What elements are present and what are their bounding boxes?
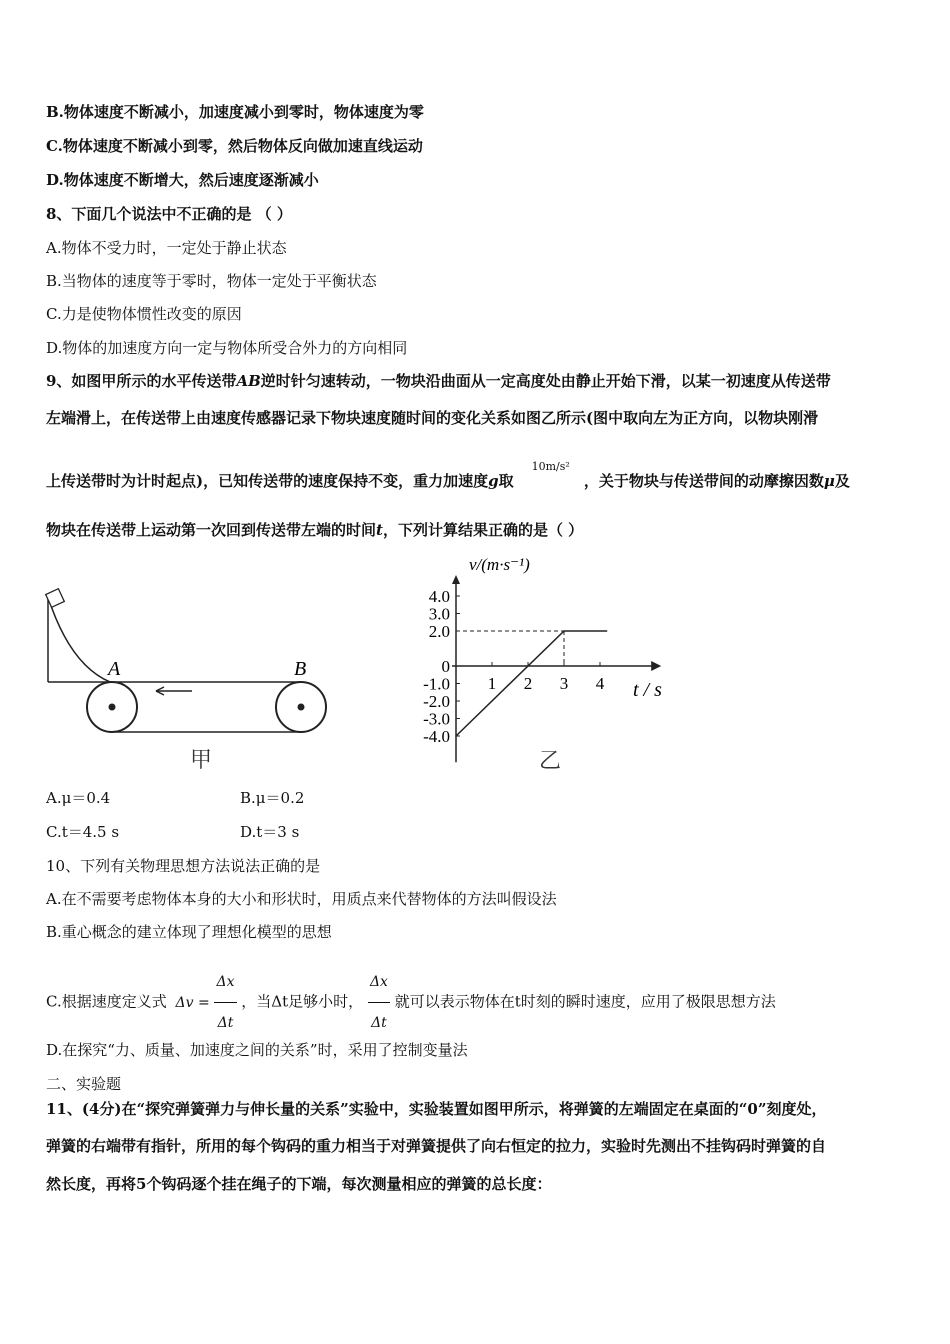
q10-option-b: B.重心概念的建立体现了理想化模型的思想	[46, 923, 332, 941]
y-axis-label: v/(m·s⁻¹)	[469, 555, 530, 574]
x-tick-label: 2	[523, 674, 533, 693]
fraction-dx-dt-2: $\frac{\Delta x}{\Delta t}$	[368, 962, 390, 1043]
label-b: B	[294, 658, 307, 680]
label-a: A	[108, 658, 121, 680]
figure-jia-conveyor	[40, 585, 340, 775]
y-tick-label: -2.0	[423, 692, 450, 711]
x-axis-label: t / s	[633, 679, 662, 701]
x-tick-label: 1	[487, 674, 497, 693]
question-9-line1: 9、如图甲所示的水平传送带AB逆时针匀速转动，一物块沿曲面从一定高度处由静止开始下滑，以某一初速度从传送带	[46, 372, 831, 390]
q10-option-a: A.在不需要考虑物体本身的大小和形状时，用质点来代替物体的方法叫假设法	[46, 890, 557, 908]
pulley-left-axle	[109, 704, 116, 711]
q9-option-c: C.t＝4.5 s	[46, 823, 120, 841]
option-c-prev: C.物体速度不断减小到零，然后物体反向做加速直线运动	[46, 137, 423, 155]
q10-option-d: D.在探究“力、质量、加速度之间的关系”时，采用了控制变量法	[46, 1041, 468, 1059]
y-axis-arrow	[452, 575, 460, 584]
y-tick-label: -4.0	[423, 727, 450, 746]
question-9-line2: 左端滑上，在传送带上由速度传感器记录下物块速度随时间的变化关系如图乙所示(图中取向左为正方向，以物块刚滑	[46, 409, 819, 427]
q8-option-b: B.当物体的速度等于零时，物体一定处于平衡状态	[46, 272, 377, 290]
q9-option-b: B.μ＝0.2	[240, 789, 305, 807]
q9-option-d: D.t＝3 s	[240, 823, 300, 841]
fraction-dx-dt-1: $\frac{\Delta x}{\Delta t}$	[214, 962, 236, 1043]
x-axis-arrow	[651, 661, 661, 671]
y-tick-label: -3.0	[423, 709, 450, 729]
q8-option-d: D.物体的加速度方向一定与物体所受合外力的方向相同	[46, 339, 408, 357]
question-9-line3: 上传送带时为计时起点)，已知传送带的速度保持不变，重力加速度g取$^{10m/s^2}$，关于物块与传送带间的动摩擦因数μ及	[46, 460, 850, 490]
question-11-line1: 11、(4分)在“探究弹簧弹力与伸长量的关系”实验中，实验装置如图甲所示，将弹簧的左端固定在桌面的“0”刻度处，	[46, 1100, 827, 1118]
option-b-prev: B.物体速度不断减小，加速度减小到零时，物体速度为零	[46, 103, 424, 121]
figure-yi-vt-graph	[405, 548, 680, 778]
option-d-prev: D.物体速度不断增大，然后速度逐渐减小	[46, 171, 319, 189]
q9-option-a: A.μ＝0.4	[46, 789, 111, 807]
question-11-line3: 然长度，再将5个钩码逐个挂在绳子的下端，每次测量相应的弹簧的总长度：	[46, 1175, 552, 1193]
question-10: 10、下列有关物理思想方法说法正确的是	[46, 857, 321, 875]
q10-option-c: C.根据速度定义式 Δv = $\frac{\Delta x}{\Delta t}$ ，当Δt足够小时， $\frac{\Delta x}{\Delta t}$ 就可以表示物体在t时刻的瞬时速度，应用了极限思想方法	[46, 962, 776, 1043]
y-tick-label: 3.0	[428, 604, 450, 624]
curved-slope	[48, 597, 110, 682]
x-tick-label: 4	[595, 674, 605, 693]
section-2-heading: 二、实验题	[46, 1075, 122, 1093]
question-8: 8、下面几个说法中不正确的是 （ ）	[46, 205, 292, 223]
q8-option-a: A.物体不受力时，一定处于静止状态	[46, 239, 287, 257]
caption-jia: 甲	[190, 747, 213, 772]
x-tick-label: 3	[559, 674, 569, 693]
pulley-right-axle	[298, 704, 305, 711]
y-tick-label: 2.0	[428, 622, 450, 641]
y-tick-label: 4.0	[428, 587, 450, 606]
caption-yi: 乙	[539, 748, 562, 773]
q8-option-c: C.力是使物体惯性改变的原因	[46, 305, 242, 323]
question-9-line4: 物块在传送带上运动第一次回到传送带左端的时间t，下列计算结果正确的是（ ）	[46, 521, 584, 539]
y-tick-label: 0	[441, 657, 450, 676]
y-tick-label: -1.0	[423, 674, 450, 694]
question-11-line2: 弹簧的右端带有指针，所用的每个钩码的重力相当于对弹簧提供了向右恒定的拉力，实验时先测出不挂钩码时弹簧的自	[46, 1137, 827, 1155]
